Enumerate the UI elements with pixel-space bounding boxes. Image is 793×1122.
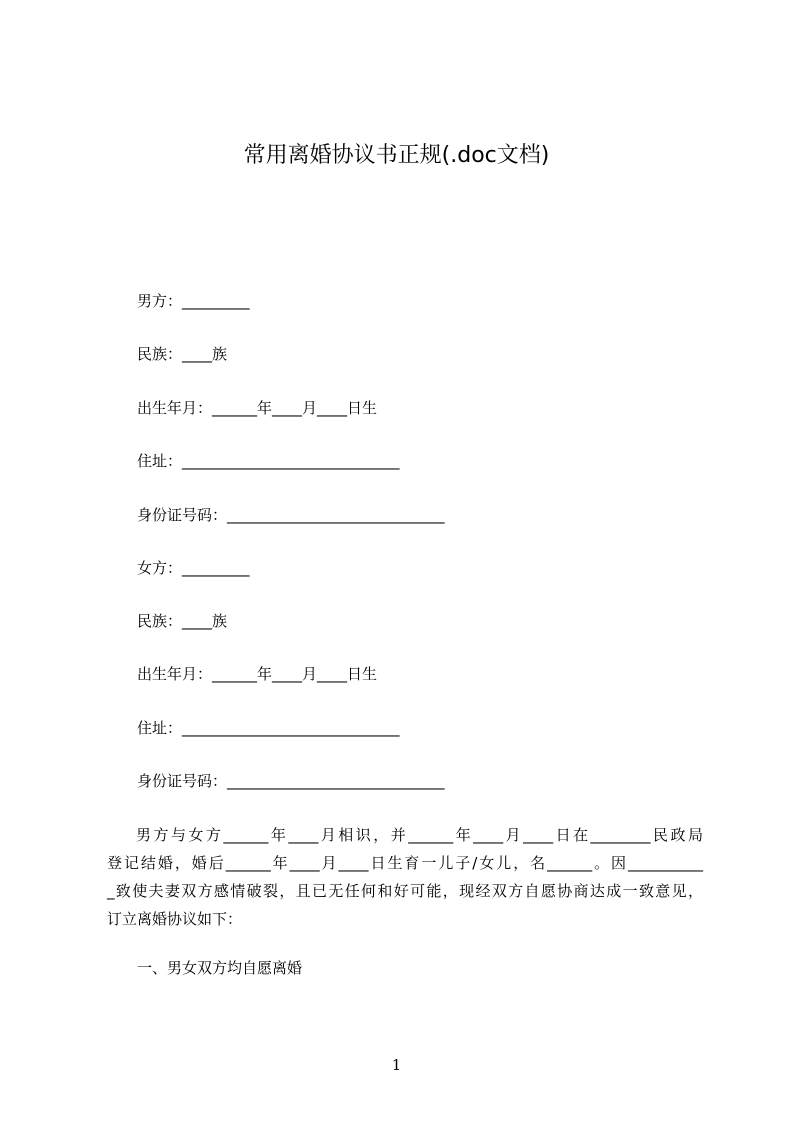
intro-paragraph-line: _致使夫妻双方感情破裂，且已无任何和好可能，现经双方自愿协商达成一致意见， xyxy=(107,882,703,900)
man-ethnicity-line: 民族：____族 xyxy=(137,345,228,363)
document-title: 常用离婚协议书正规(.doc文档) xyxy=(243,143,550,168)
section-heading: 一、男女双方均自愿离婚 xyxy=(137,959,303,977)
intro-paragraph-line: 男方与女方______年____月相识，并______年____月____日在________民政局 xyxy=(107,826,703,844)
woman-address-line: 住址：_____________________________ xyxy=(137,719,400,737)
woman-id-line: 身份证号码：_____________________________ xyxy=(137,772,445,790)
intro-paragraph xyxy=(107,821,703,933)
woman-name-line: 女方：_________ xyxy=(137,559,250,577)
man-birth-line: 出生年月：______年____月____日生 xyxy=(137,399,378,417)
woman-ethnicity-line: 民族：____族 xyxy=(137,612,228,630)
page-number: 1 xyxy=(391,1056,402,1074)
man-address-line: 住址：_____________________________ xyxy=(137,452,400,470)
man-id-line: 身份证号码：_____________________________ xyxy=(137,506,445,524)
man-name-line: 男方：_________ xyxy=(137,292,250,310)
intro-paragraph-line: 登记结婚，婚后______年____月____日生育一儿子/女儿，名______。因__________ xyxy=(107,854,703,872)
woman-birth-line: 出生年月：______年____月____日生 xyxy=(137,665,378,683)
intro-paragraph-line: 订立离婚协议如下： xyxy=(107,910,243,928)
